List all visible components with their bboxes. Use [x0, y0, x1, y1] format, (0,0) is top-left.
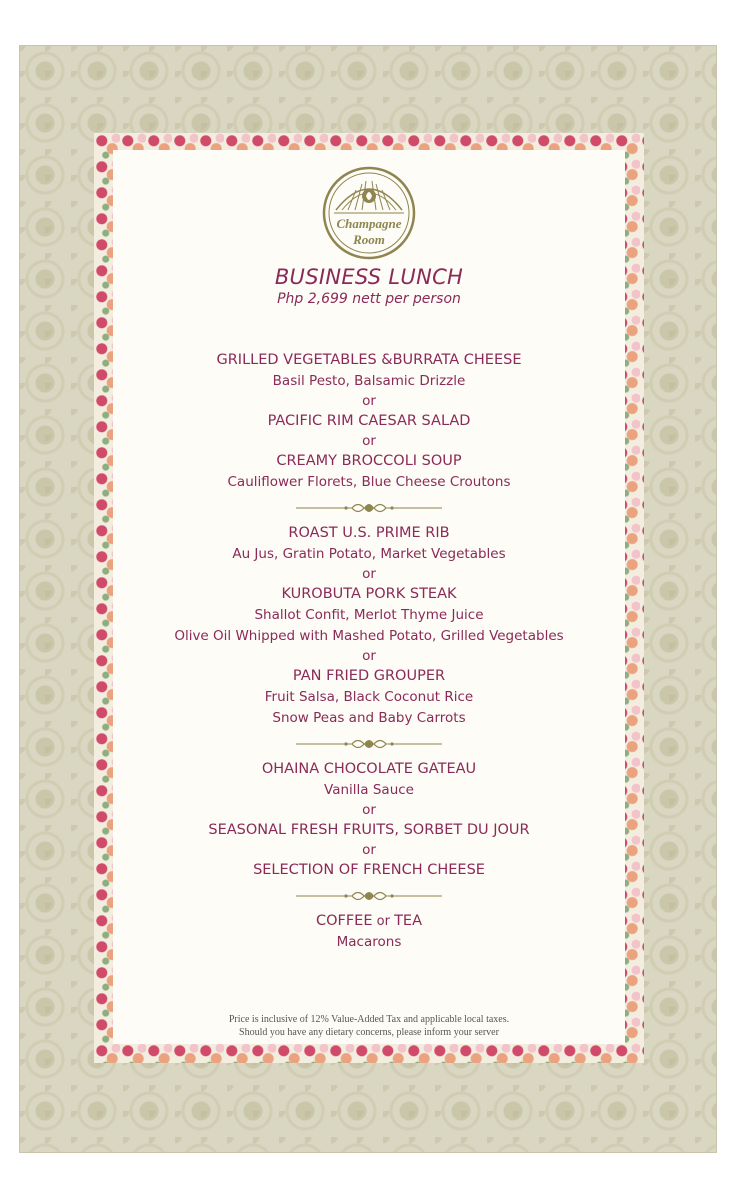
dish-name: ROAST U.S. PRIME RIB [288, 525, 450, 541]
or-separator: or [362, 802, 376, 818]
menu-price: Php 2,699 nett per person [277, 291, 461, 307]
dish-desc: Basil Pesto, Balsamic Drizzle [272, 373, 466, 389]
or-separator: or [362, 433, 376, 449]
course-beverage [113, 911, 625, 953]
or-separator: or [362, 842, 376, 858]
dish-desc: Vanilla Sauce [324, 782, 414, 798]
footer-line: Should you have any dietary concerns, please inform your server [239, 1026, 499, 1038]
ornament-divider [113, 881, 625, 911]
or-separator: or [362, 393, 376, 409]
footer-line: Price is inclusive of 12% Value-Added Tax and applicable local taxes. [228, 1014, 510, 1025]
ornament-divider [113, 493, 625, 523]
course-starters [113, 350, 625, 493]
dish-name: GRILLED VEGETABLES &BURRATA CHEESE [216, 352, 522, 368]
course-mains [113, 523, 625, 729]
dish-name: SEASONAL FRESH FRUITS, SORBET DU JOUR [208, 822, 530, 838]
dish-name: KUROBUTA PORK STEAK [281, 586, 457, 602]
flourish-icon [294, 500, 444, 516]
menu-content [113, 262, 625, 953]
menu-title: BUSINESS LUNCH [274, 265, 464, 289]
ornament-divider [113, 729, 625, 759]
svg-text:Room: Room [353, 232, 385, 247]
dish-name: PAN FRIED GROUPER [292, 668, 446, 684]
flourish-icon [294, 736, 444, 752]
tax-note [113, 1014, 625, 1039]
beverage-desc: Macarons [336, 934, 402, 950]
dish-desc: Au Jus, Gratin Potato, Market Vegetables [232, 546, 506, 562]
svg-text:Champagne: Champagne [336, 216, 402, 231]
dish-name: CREAMY BROCCOLI SOUP [276, 453, 462, 469]
or-separator: or [362, 566, 376, 582]
dish-desc: Shallot Confit, Merlot Thyme Juice [254, 607, 484, 623]
champagne-room-logo [322, 166, 416, 260]
flourish-icon [294, 888, 444, 904]
dish-name: SELECTION OF FRENCH CHEESE [253, 862, 485, 878]
dish-desc: Snow Peas and Baby Carrots [272, 710, 466, 726]
dish-name: PACIFIC RIM CAESAR SALAD [267, 413, 471, 429]
beverage-name: COFFEE or TEA [315, 913, 423, 929]
dish-desc: Olive Oil Whipped with Mashed Potato, Grilled Vegetables [174, 628, 564, 644]
course-desserts [113, 759, 625, 881]
dish-desc: Cauliflower Florets, Blue Cheese Croutons [227, 474, 511, 490]
dish-name: OHAINA CHOCOLATE GATEAU [261, 761, 477, 777]
dish-desc: Fruit Salsa, Black Coconut Rice [264, 689, 474, 705]
or-separator: or [362, 648, 376, 664]
